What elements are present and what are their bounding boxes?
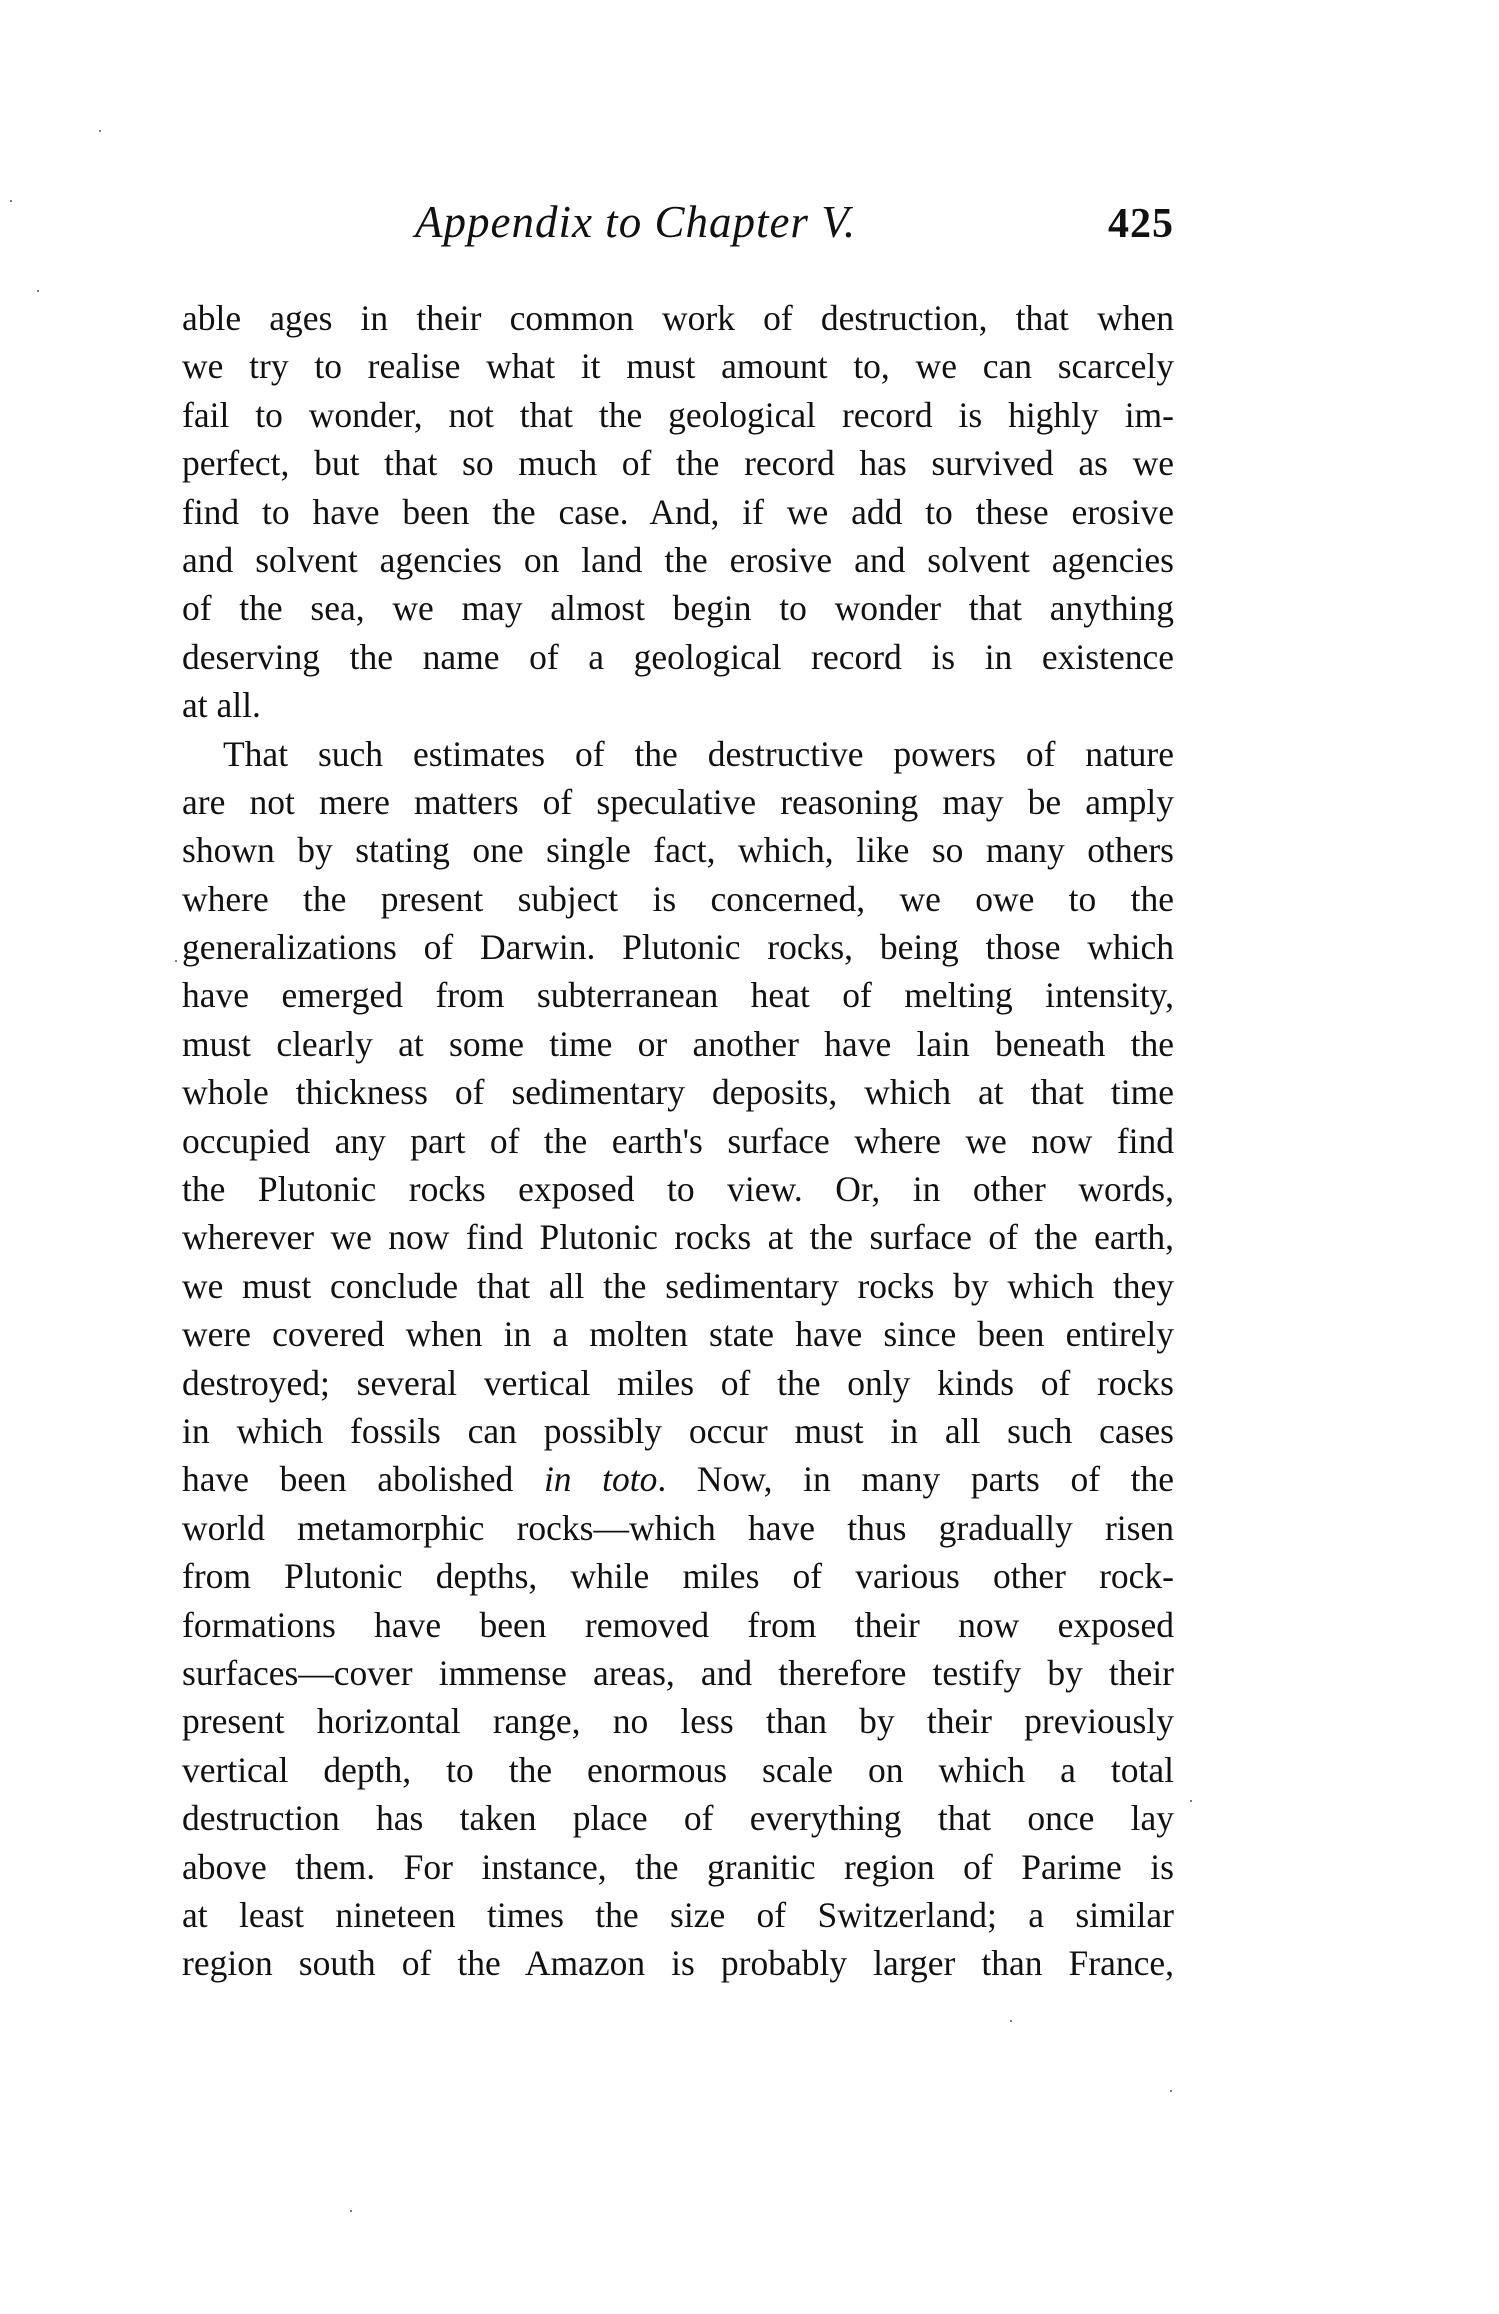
- text-line: shown by stating one single fact, which, like so many others: [182, 830, 1174, 871]
- text-line: surfaces—cover immense areas, and therefore testify by their: [182, 1652, 1174, 1693]
- text-line: of the sea, we may almost begin to wonder that anything: [182, 588, 1174, 629]
- text-line: above them. For instance, the granitic region of Parime is: [182, 1846, 1174, 1887]
- text-line: destroyed; several vertical miles of the only kinds of rocks: [182, 1362, 1174, 1403]
- page-number: 425: [1108, 201, 1174, 247]
- text-run: . Now, in many parts of the: [657, 1459, 1174, 1500]
- text-line: where the present subject is concerned, we owe to the: [182, 878, 1174, 919]
- text-line: world metamorphic rocks—which have thus gradually risen: [182, 1507, 1174, 1548]
- text-line: have emerged from subterranean heat of melting intensity,: [182, 975, 1174, 1016]
- text-line: perfect, but that so much of the record has survived as we: [182, 443, 1174, 484]
- running-title: Appendix to Chapter V.: [415, 197, 857, 247]
- italic-phrase: in toto: [543, 1459, 658, 1500]
- text-line: in which fossils can possibly occur must in all such cases: [182, 1410, 1174, 1451]
- scan-speck: [10, 200, 12, 202]
- text-run: have been abolished: [182, 1459, 514, 1500]
- scan-speck: [175, 960, 177, 962]
- text-line: are not mere matters of speculative reasoning may be amply: [182, 781, 1174, 822]
- text-line: That such estimates of the destructive powers of nature: [223, 733, 1174, 774]
- text-line: we must conclude that all the sedimentary rocks by which they: [182, 1265, 1174, 1306]
- text-line: must clearly at some time or another have lain beneath the: [182, 1023, 1174, 1064]
- text-line: from Plutonic depths, while miles of various other rock-: [182, 1556, 1174, 1597]
- text-line: the Plutonic rocks exposed to view. Or, in other words,: [182, 1169, 1174, 1210]
- text-line: fail to wonder, not that the geological record is highly im-: [182, 394, 1174, 435]
- running-head: [182, 196, 1174, 266]
- text-line: find to have been the case. And, if we add to these erosive: [182, 491, 1174, 532]
- text-line: able ages in their common work of destruction, that when: [182, 298, 1174, 338]
- scan-speck: [350, 2210, 352, 2212]
- body-text: [182, 294, 1174, 1988]
- text-line: at all.: [182, 685, 261, 726]
- text-line: generalizations of Darwin. Plutonic rocks, being those which: [182, 927, 1174, 968]
- scan-speck: [99, 130, 101, 132]
- text-line: region south of the Amazon is probably larger than France,: [182, 1943, 1174, 1984]
- text-line: and solvent agencies on land the erosive and solvent agencies: [182, 539, 1174, 580]
- scan-speck: [1010, 2020, 1012, 2022]
- text-line: at least nineteen times the size of Switzerland; a similar: [182, 1894, 1174, 1935]
- text-line: wherever we now find Plutonic rocks at the surface of the earth,: [182, 1217, 1174, 1258]
- text-line: vertical depth, to the enormous scale on which a total: [182, 1749, 1174, 1790]
- text-line: we try to realise what it must amount to, we can scarcely: [182, 346, 1174, 387]
- text-line: present horizontal range, no less than by their previously: [182, 1701, 1174, 1742]
- text-line: deserving the name of a geological record is in existence: [182, 636, 1174, 677]
- scan-speck: [37, 290, 39, 292]
- scan-speck: [1170, 2090, 1172, 2092]
- text-line: destruction has taken place of everything that once lay: [182, 1798, 1174, 1839]
- text-line: were covered when in a molten state have since been entirely: [182, 1314, 1174, 1355]
- text-line: occupied any part of the earth's surface where we now find: [182, 1120, 1174, 1161]
- text-line: whole thickness of sedimentary deposits, which at that time: [182, 1072, 1174, 1113]
- text-line-mixed: [182, 1455, 1174, 1503]
- scan-speck: [1190, 1800, 1192, 1802]
- text-line: formations have been removed from their now exposed: [182, 1604, 1174, 1645]
